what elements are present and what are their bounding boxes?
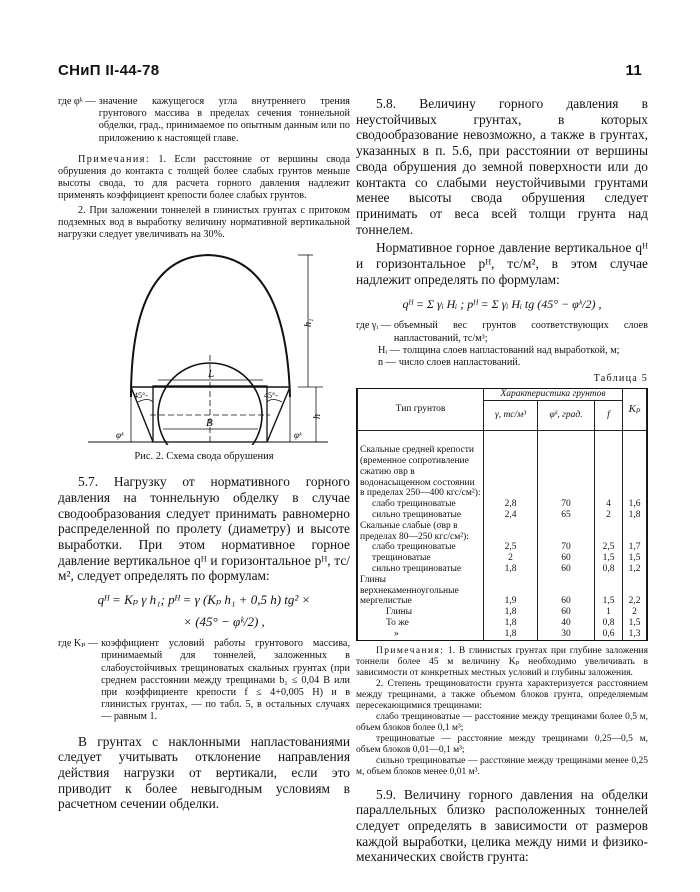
formula-1-line-2: × (45° − φᵏ/2) , [183, 614, 265, 630]
cell-g: 1,8 [484, 607, 538, 618]
label-h1: h₁ [303, 318, 314, 328]
cell-g: 1,8 [484, 564, 538, 575]
table-note-1 [356, 646, 648, 679]
cell-k: 1,2 [623, 564, 647, 575]
cell-k [623, 521, 647, 543]
cell-k: 2 [623, 607, 647, 618]
cell-p [538, 521, 595, 543]
cell-p: 60 [538, 607, 595, 618]
label-phi-right: φᵏ [294, 430, 302, 441]
table-note-b: трещиноватые — расстояние между трещинами 0,25—0,5 м, объем блоков 0,01—0,1 м³; [356, 733, 648, 755]
cell-type: То же [358, 618, 484, 629]
paragraph-5-7: 5.7. Нагрузку от нормативного горного давления на тоннельную обделку в случае сводообразования следует принимать равномерно распределенной по пролету (диаметру) и высоте выработки. При этом нормативное горное давление вертикальное qᴴ и горизонтальное pᴴ, тс/м², следует определять по формулам: [58, 474, 350, 584]
cell-f: 0,6 [595, 629, 623, 640]
table-row [358, 510, 647, 521]
cell-f [595, 521, 623, 543]
label-L: L [208, 368, 215, 381]
kp-text: коэффициент условий работы грунтового массива, принимаемый для тоннелей, заложенных в слабоустойчивых трещиноватых скальных грунтах (при среднем расстоянии между трещинами b₁ ≤ 0,04 B или при коэффициенте крепости f ≤ 4+0,005 H) и в глинистых грунтах, — по табл. 5, в остальных случаях — равным 1. [101, 638, 350, 723]
cell-g: 1,9 [484, 575, 538, 607]
table-note-2: 2. Степень трещиноватости грунта характеризуется расстоянием между трещинами, а также объемом блоков грунта, определяемым пересекающимися трещинами: [356, 678, 648, 711]
table-note-c: сильно трещиноватые — расстояние между трещинами менее 0,25 м, объем блоков менее 0,01 м³. [356, 755, 648, 777]
paragraph-normative: Нормативное горное давление вертикальное qᴴ и горизонтальное pᴴ, тс/м², в этом случае надлежит определять по формулам: [356, 240, 648, 287]
col-f: f [595, 401, 623, 431]
def-n [356, 357, 648, 369]
table-row [358, 607, 647, 618]
cell-g: 2,4 [484, 510, 538, 521]
running-header-title: СНиП II-44-78 [58, 62, 160, 79]
definitions-list [356, 320, 648, 369]
def-H-text: толщина слоев напластований над выработкой, м; [402, 344, 620, 356]
cell-f: 2 [595, 510, 623, 521]
cell-p: 60 [538, 575, 595, 607]
cell-p: 40 [538, 618, 595, 629]
cell-f: 1,5 [595, 575, 623, 607]
cell-type: » [358, 629, 484, 640]
cell-g [484, 431, 538, 499]
cell-type: сильно трещиноватые [358, 510, 484, 521]
table-note-a: слабо трещиноватые — расстояние между трещинами более 0,5 м, объем блоков более 0,1 м³; [356, 711, 648, 733]
cell-k [623, 431, 647, 499]
paragraph-inclined: В грунтах с наклонными напластованиями следует учитывать отклонение направления действия нагрузки от вертикали, если это приводит к более невыгодным условиям в расчетном сечении обделки. [58, 733, 350, 812]
col-gamma: γ, тс/м³ [484, 401, 538, 431]
table-row [358, 553, 647, 564]
label-h: h [312, 414, 323, 420]
cell-f: 1,5 [595, 553, 623, 564]
def-H [356, 345, 648, 357]
cell-p [538, 431, 595, 499]
cell-type: слабо трещиноватые [358, 499, 484, 510]
table-notes-title: Примечания: [376, 645, 445, 656]
table-row [358, 542, 647, 553]
cell-type: Скальные средней крепости (временное сопротивление сжатию σвр в водонасыщенном состоянии в пределах 250—400 кгс/см²): [358, 431, 484, 499]
kp-definition [58, 638, 350, 723]
col-kp: Kₚ [623, 389, 647, 430]
def-gamma [356, 320, 648, 344]
table-body [358, 431, 647, 640]
note-2: 2. При заложении тоннелей в глинистых грунтах с притоком подземных вод в выработку величину нормативной вертикальной нагрузки следует увеличивать на 30%. [58, 204, 350, 241]
col-phi: φᵏ, град. [538, 401, 595, 431]
cell-p: 60 [538, 553, 595, 564]
phi-definition [58, 96, 350, 145]
cell-type: Глины [358, 607, 484, 618]
label-phi-left: φᵏ [116, 430, 124, 441]
cell-g: 1,8 [484, 629, 538, 640]
cell-g: 1,8 [484, 618, 538, 629]
formula-1-line-1: qᴴ = Kₚ γ h₁; pᴴ = γ (Kₚ h₁ + 0,5 h) tg² × [97, 592, 311, 608]
phi-term: где φᵏ — [58, 96, 96, 107]
paragraph-5-8: 5.8. Величину горного давления в неустойчивых грунтах, в которых сводообразование невозможно, а также в грунтах, указанных в п. 5.6, при расстоянии от вершины свода обрушения до земной поверхности или до контакта со слабыми неустойчивыми грунтами менее высоты свода обрушения следует принимать от веса всей толщи грунта над тоннелем. [356, 96, 648, 237]
cell-k: 1,6 [623, 499, 647, 510]
note-1-text: 1. Если расстояние от вершины свода обрушения до контакта с толщей более слабых грунтов меньше высоты свода, то для расчета горного давления надлежит применять коэффициент крепости более слабых грунтов. [58, 153, 351, 202]
cell-k: 2,2 [623, 575, 647, 607]
table-title: Таблица 5 [593, 373, 648, 385]
cell-p: 30 [538, 629, 595, 640]
col-type: Тип грунтов [358, 389, 484, 430]
table-row [358, 618, 647, 629]
cell-f [595, 431, 623, 499]
cell-type: слабо трещиноватые [358, 542, 484, 553]
cell-f: 0,8 [595, 618, 623, 629]
notes-title: Примечания: [78, 153, 151, 165]
def-gamma-text: объемный вес грунтов соответствующих слоев напластований, тс/м³; [393, 320, 648, 344]
cell-k: 1,8 [623, 510, 647, 521]
table-row [358, 629, 647, 640]
def-H-term: Hᵢ — [378, 344, 400, 356]
label-angle-left: 45°- [134, 391, 148, 401]
def-n-term: n — [378, 357, 396, 369]
table-row [358, 499, 647, 510]
cell-k: 1,5 [623, 553, 647, 564]
left-column [58, 96, 350, 812]
col-group: Характеристика грунтов [484, 389, 623, 400]
right-column [356, 96, 648, 865]
kp-term: где Kₚ — [58, 638, 99, 650]
table-row [358, 575, 647, 607]
def-gamma-term: где γᵢ — [356, 320, 391, 332]
cell-g: 2,8 [484, 499, 538, 510]
cell-type: трещиноватые [358, 553, 484, 564]
table-5 [356, 388, 648, 640]
cell-f: 2,5 [595, 542, 623, 553]
cell-type: Скальные слабые (σвр в пределах 80—250 кгс/см²): [358, 521, 484, 543]
collapse-arch-diagram [58, 247, 350, 445]
note-1 [58, 154, 350, 203]
cell-f: 1 [595, 607, 623, 618]
cell-g: 2,5 [484, 542, 538, 553]
cell-g: 2 [484, 553, 538, 564]
page-number: 11 [625, 62, 642, 79]
cell-k: 1,3 [623, 629, 647, 640]
label-B: B [206, 417, 213, 430]
paragraph-5-9: 5.9. Величину горного давления на обделки параллельных близко расположенных тоннелей следует определять в зависимости от размеров каждой выработки, целика между ними и физико-механических свойств грунта: [356, 786, 648, 865]
cell-type: Глины верхнекаменноугольные мергелистые [358, 575, 484, 607]
cell-type: сильно трещиноватые [358, 564, 484, 575]
cell-p: 70 [538, 499, 595, 510]
table-row [358, 564, 647, 575]
cell-f: 4 [595, 499, 623, 510]
table-row [358, 431, 647, 499]
phi-text: значение кажущегося угла внутреннего трения грунтового массива в пределах сечения тоннельной обделки, град., принимаемое по опытным данным или по приложению к настоящей главе. [98, 96, 350, 144]
formula-2: qᴴ = Σ γᵢ Hᵢ ; pᴴ = Σ γᵢ Hᵢ tg (45° − φᵏ/2) , [402, 297, 602, 312]
cell-k: 1,5 [623, 618, 647, 629]
label-angle-right: 45°- [264, 391, 278, 401]
cell-k: 1,7 [623, 542, 647, 553]
cell-p: 70 [538, 542, 595, 553]
cell-g [484, 521, 538, 543]
def-n-text: число слоев напластований. [398, 357, 521, 369]
cell-p: 60 [538, 564, 595, 575]
table-note-1-text: 1. В глинистых грунтах при глубине заложения тоннели более 45 м величину Kₚ необходимо увеличивать в зависимости от конкретных местных условий и глубины заложения. [356, 645, 648, 678]
cell-p: 65 [538, 510, 595, 521]
figure-caption: Рис. 2. Схема свода обрушения [134, 451, 274, 463]
table-row [358, 521, 647, 543]
cell-f: 0,8 [595, 564, 623, 575]
